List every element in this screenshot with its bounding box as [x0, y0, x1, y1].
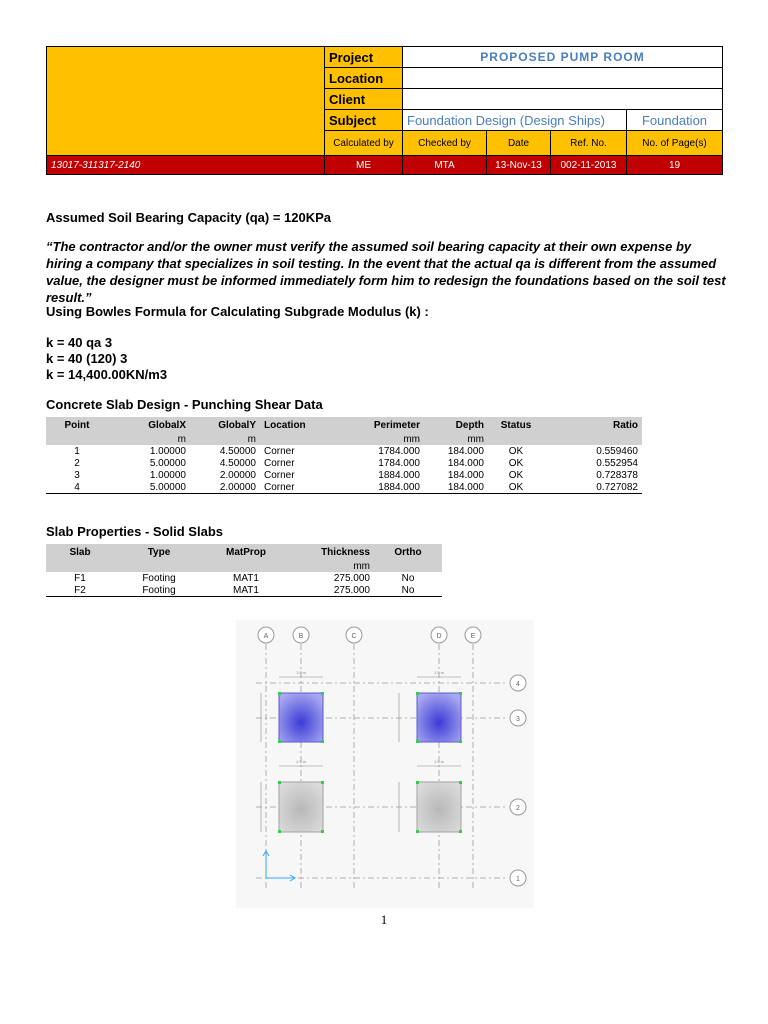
- table-row: [46, 584, 442, 597]
- slab-props-title: Slab Properties - Solid Slabs: [46, 524, 223, 539]
- grid-label: 1: [516, 876, 520, 883]
- cell-perimeter: 1884.000: [378, 469, 420, 481]
- cell-perimeter: 1884.000: [334, 481, 424, 494]
- calc-by-value: ME: [325, 156, 403, 175]
- cell-globalx: 5.00000: [149, 457, 186, 469]
- unit-slab: [46, 560, 114, 572]
- cell-globalx: 1.00000: [149, 469, 186, 481]
- cell-depth: 184.000: [447, 469, 484, 481]
- cell-globaly: 4.50000: [219, 457, 256, 469]
- cell-globaly: 2.00000: [219, 469, 256, 481]
- cell-thickness: 275.000: [333, 572, 370, 584]
- unit-globaly: m: [190, 433, 260, 445]
- footing-f2-left: [279, 782, 323, 832]
- grid-label: E: [470, 633, 476, 640]
- cell-depth: 184.000: [424, 481, 488, 494]
- grid-label: 3: [516, 716, 520, 723]
- unit-location: [260, 433, 334, 445]
- cell-point: 1: [74, 445, 80, 457]
- column-bubble-d: [431, 627, 447, 643]
- row-bubble-3: [510, 710, 526, 726]
- soil-capacity-text: Assumed Soil Bearing Capacity (qa) = 120KPa: [46, 210, 332, 225]
- unit-ratio: [544, 433, 642, 445]
- col-depth: Depth: [424, 417, 488, 433]
- grid-label: A: [263, 633, 269, 640]
- unit-matprop: [204, 560, 288, 572]
- grid-label: D: [436, 633, 442, 640]
- unit-type: [114, 560, 204, 572]
- cell-matprop: MAT1: [204, 584, 288, 597]
- dim-label: 1.5 m: [295, 759, 307, 764]
- ref-value: 002-11-2013: [551, 156, 627, 175]
- cell-globalx: 1.00000: [149, 445, 186, 457]
- client-value: [403, 89, 723, 110]
- cell-status: OK: [508, 469, 524, 481]
- project-value: PROPOSED PUMP ROOM: [403, 47, 723, 68]
- cell-status: OK: [508, 445, 524, 457]
- col-ratio: Ratio: [544, 417, 642, 433]
- col-point: Point: [46, 417, 108, 433]
- checked-by-value: MTA: [403, 156, 487, 175]
- table-row: [46, 457, 642, 469]
- column-bubble-a: [258, 627, 274, 643]
- calc-by-label: Calculated by: [325, 131, 403, 156]
- cell-perimeter: 1784.000: [378, 445, 420, 457]
- bowles-heading: Using Bowles Formula for Calculating Subgrade Modulus (k) :: [46, 304, 429, 319]
- k-formula-2: k = 40 (120) 3: [46, 351, 128, 366]
- unit-point: [46, 433, 108, 445]
- unit-depth: mm: [424, 433, 488, 445]
- ref-label: Ref. No.: [551, 131, 627, 156]
- table-row: [46, 469, 642, 481]
- cell-ortho: No: [374, 584, 442, 597]
- cell-globaly: 2.00000: [190, 481, 260, 494]
- grid-label: B: [298, 633, 304, 640]
- pages-label: No. of Page(s): [627, 131, 723, 156]
- col-ortho: Ortho: [374, 544, 442, 560]
- cell-point: 3: [74, 469, 80, 481]
- slab-properties-table: [46, 544, 442, 597]
- table-row: [46, 445, 642, 457]
- row-bubble-4: [510, 675, 526, 691]
- dim-label: 1.5 m: [295, 670, 307, 675]
- cell-point: 4: [46, 481, 108, 494]
- date-label: Date: [487, 131, 551, 156]
- title-block: [46, 46, 723, 175]
- cell-slab: F1: [74, 572, 86, 584]
- client-label: Client: [325, 89, 403, 110]
- cell-type: Footing: [142, 572, 176, 584]
- checked-by-label: Checked by: [403, 131, 487, 156]
- dim-label: 1.5 m: [433, 759, 445, 764]
- cell-status: OK: [508, 457, 524, 469]
- col-matprop: MatProp: [204, 544, 288, 560]
- unit-ortho: [374, 560, 442, 572]
- cell-slab: F2: [46, 584, 114, 597]
- cell-globaly: 4.50000: [219, 445, 256, 457]
- cell-ratio: 0.727082: [544, 481, 642, 494]
- cell-status: OK: [488, 481, 544, 494]
- date-value: 13-Nov-13: [487, 156, 551, 175]
- column-bubble-b: [293, 627, 309, 643]
- cell-ratio: 0.552954: [596, 457, 638, 469]
- location-value: [403, 68, 723, 89]
- cell-location: Corner: [260, 481, 334, 494]
- footing-f1-right: [417, 693, 461, 742]
- cell-ortho: No: [401, 572, 415, 584]
- grid-label: 2: [516, 805, 520, 812]
- cell-ratio: 0.728378: [596, 469, 638, 481]
- pages-value: 19: [627, 156, 723, 175]
- page-number: 1: [380, 912, 388, 927]
- col-type: Type: [114, 544, 204, 560]
- cell-location: Corner: [264, 469, 295, 481]
- col-globaly: GlobalY: [190, 417, 260, 433]
- project-label: Project: [325, 47, 403, 68]
- disclaimer-note: “The contractor and/or the owner must verify the assumed soil bearing capacity at their own expense by hiring a company that specializes in soil testing. In the event that the actual qa is different from the assumed value, the designer must be informed immediately form him to redesign the foundations based on the soil test result.”: [46, 239, 726, 305]
- column-bubble-e: [465, 627, 481, 643]
- cell-depth: 184.000: [447, 457, 484, 469]
- grid-label: C: [351, 633, 357, 640]
- col-perimeter: Perimeter: [334, 417, 424, 433]
- drawing-background: [236, 620, 534, 908]
- doc-code: 13017-311317-2140: [47, 156, 325, 175]
- cell-thickness: 275.000: [288, 584, 374, 597]
- row-bubble-2: [510, 799, 526, 815]
- subject-right: Foundation: [627, 110, 723, 131]
- unit-thickness: mm: [288, 560, 374, 572]
- cell-type: Footing: [114, 584, 204, 597]
- subject-value: Foundation Design (Design Ships): [403, 110, 627, 131]
- col-slab: Slab: [46, 544, 114, 560]
- cell-globalx: 5.00000: [108, 481, 190, 494]
- cell-perimeter: 1784.000: [378, 457, 420, 469]
- cell-depth: 184.000: [447, 445, 484, 457]
- col-thickness: Thickness: [288, 544, 374, 560]
- footing-f1-left: [279, 693, 323, 742]
- unit-perimeter: mm: [334, 433, 424, 445]
- cell-location: Corner: [264, 457, 295, 469]
- dim-label: 1.5 m: [433, 670, 445, 675]
- footing-f2-right: [417, 782, 461, 832]
- table-row: [46, 481, 642, 494]
- k-formula-3: k = 14,400.00KN/m3: [46, 367, 168, 382]
- column-bubble-c: [346, 627, 362, 643]
- row-bubble-1: [510, 870, 526, 886]
- unit-globalx: m: [108, 433, 190, 445]
- k-formula-1: k = 40 qa 3: [46, 335, 113, 350]
- col-status: Status: [488, 417, 544, 433]
- subject-label: Subject: [325, 110, 403, 131]
- cell-matprop: MAT1: [233, 572, 259, 584]
- foundation-plan-drawing: [236, 620, 534, 908]
- cell-ratio: 0.559460: [596, 445, 638, 457]
- cell-point: 2: [74, 457, 80, 469]
- cell-location: Corner: [264, 445, 295, 457]
- grid-label: 4: [516, 681, 520, 688]
- punching-title: Concrete Slab Design - Punching Shear Data: [46, 397, 323, 412]
- unit-status: [488, 433, 544, 445]
- punching-shear-table: [46, 417, 642, 494]
- location-label: Location: [325, 68, 403, 89]
- logo-area: [47, 47, 325, 156]
- col-location: Location: [260, 417, 334, 433]
- table-row: [46, 572, 442, 584]
- col-globalx: GlobalX: [108, 417, 190, 433]
